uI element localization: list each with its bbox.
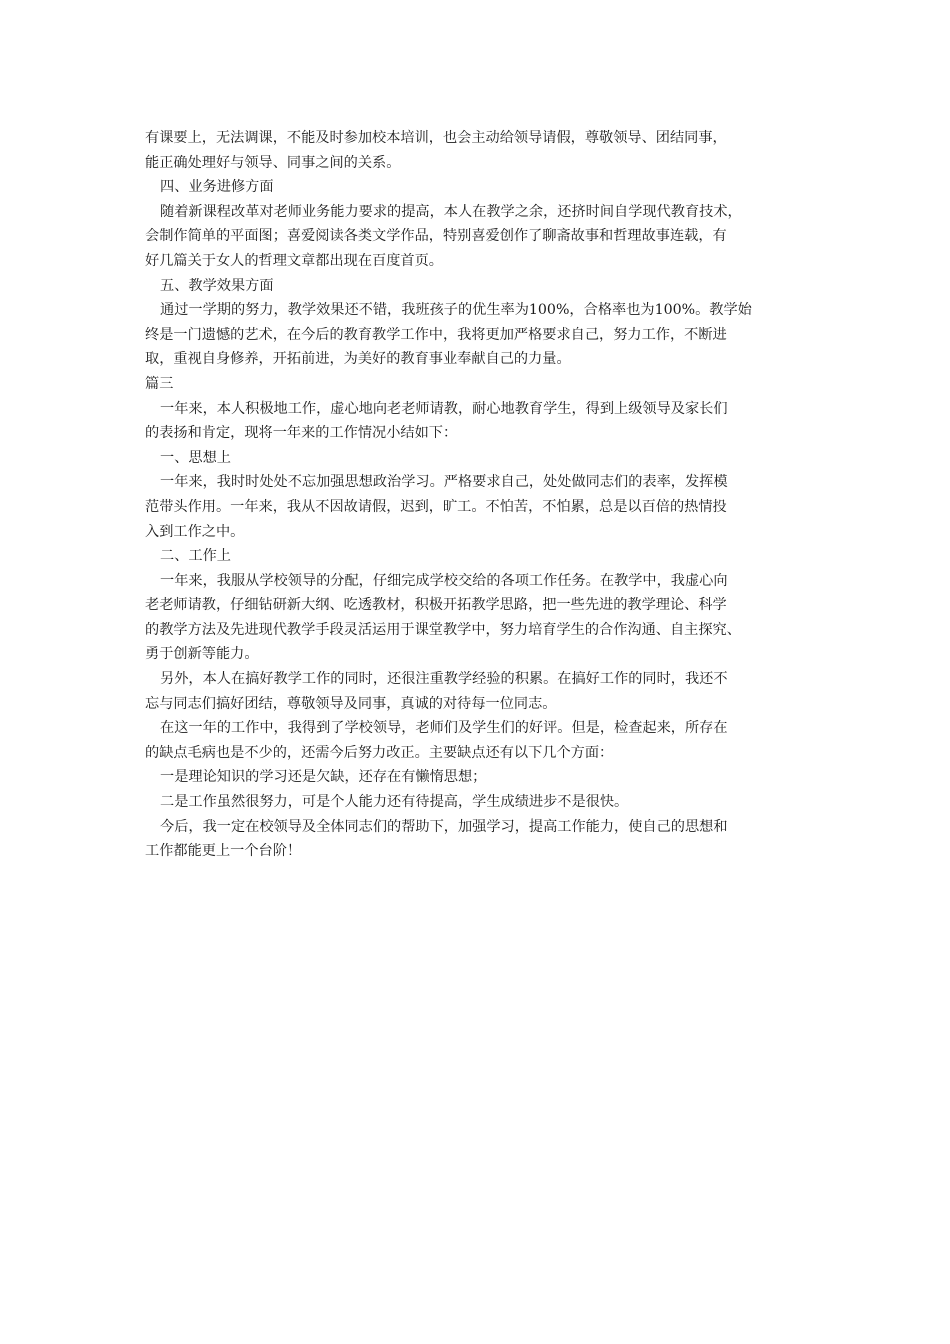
text-line: 一年来，我时时处处不忘加强思想政治学习。严格要求自己，处处做同志们的表率，发挥模: [160, 474, 728, 491]
document-body: [145, 126, 810, 864]
text-line: 有课要上，无法调课，不能及时参加校本培训，也会主动给领导请假，尊敬领导、团结同事，: [145, 130, 727, 146]
text-line: 能正确处理好与领导、同事之间的关系。: [145, 154, 401, 171]
text-line: 终是一门遗憾的艺术，在今后的教育教学工作中，我将更加严格要求自己，努力工作，不断进: [145, 326, 727, 343]
text-line: 勇于创新等能力。: [145, 646, 259, 663]
text-line: 好几篇关于女人的哲理文章都出现在百度首页。: [145, 252, 443, 269]
text-line: 二、工作上: [160, 548, 231, 565]
text-line: 工作都能更上一个台阶！: [145, 843, 302, 860]
text-line: 随着新课程改革对老师业务能力要求的提高，本人在教学之余，还挤时间自学现代教育技术，: [160, 203, 742, 220]
text-line: 的表扬和肯定，现将一年来的工作情况小结如下：: [145, 425, 458, 442]
text-line: 四、业务进修方面: [160, 179, 274, 196]
text-line: 五、教学效果方面: [160, 277, 274, 294]
text-line: 范带头作用。一年来，我从不因故请假，迟到，旷工。不怕苦，不怕累，总是以百倍的热情投: [145, 498, 727, 515]
text-line: 的缺点毛病也是不少的，还需今后努力改正。主要缺点还有以下几个方面：: [145, 744, 614, 761]
text-line: 通过一学期的努力，教学效果还不错，我班孩子的优生率为100%，合格率也为100%。教学始: [160, 302, 752, 319]
text-line: 一年来，我服从学校领导的分配，仔细完成学校交给的各项工作任务。在教学中，我虚心向: [160, 572, 728, 589]
text-line: 在这一年的工作中，我得到了学校领导，老师们及学生们的好评。但是，检查起来，所存在: [160, 720, 728, 737]
text-line: 一年来，本人积极地工作，虚心地向老老师请教，耐心地教育学生，得到上级领导及家长们: [160, 400, 728, 417]
text-line: 二是工作虽然很努力，可是个人能力还有待提高，学生成绩进步不是很快。: [160, 794, 629, 811]
text-line: 一、思想上: [160, 449, 231, 466]
text-line: 今后，我一定在校领导及全体同志们的帮助下，加强学习，提高工作能力，使自己的思想和: [160, 818, 728, 835]
text-line: 的教学方法及先进现代教学手段灵活运用于课堂教学中，努力培育学生的合作沟通、自主探究、: [145, 621, 741, 638]
text-line: 取，重视自身修养，开拓前进，为美好的教育事业奉献自己的力量。: [145, 351, 571, 368]
text-line: 入到工作之中。: [145, 523, 245, 540]
text-line: 会制作简单的平面图；喜爱阅读各类文学作品，特别喜爱创作了聊斋故事和哲理故事连载，有: [145, 228, 727, 245]
text-line: 篇三: [145, 375, 174, 392]
text-line: 另外，本人在搞好教学工作的同时，还很注重教学经验的积累。在搞好工作的同时，我还不: [160, 671, 728, 688]
text-line: 老老师请教，仔细钻研新大纲、吃透教材，积极开拓教学思路，把一些先进的教学理论、科学: [145, 597, 727, 614]
text-line: 一是理论知识的学习还是欠缺，还存在有懒惰思想；: [160, 769, 487, 786]
text-line: 忘与同志们搞好团结，尊敬领导及同事，真诚的对待每一位同志。: [145, 695, 557, 712]
